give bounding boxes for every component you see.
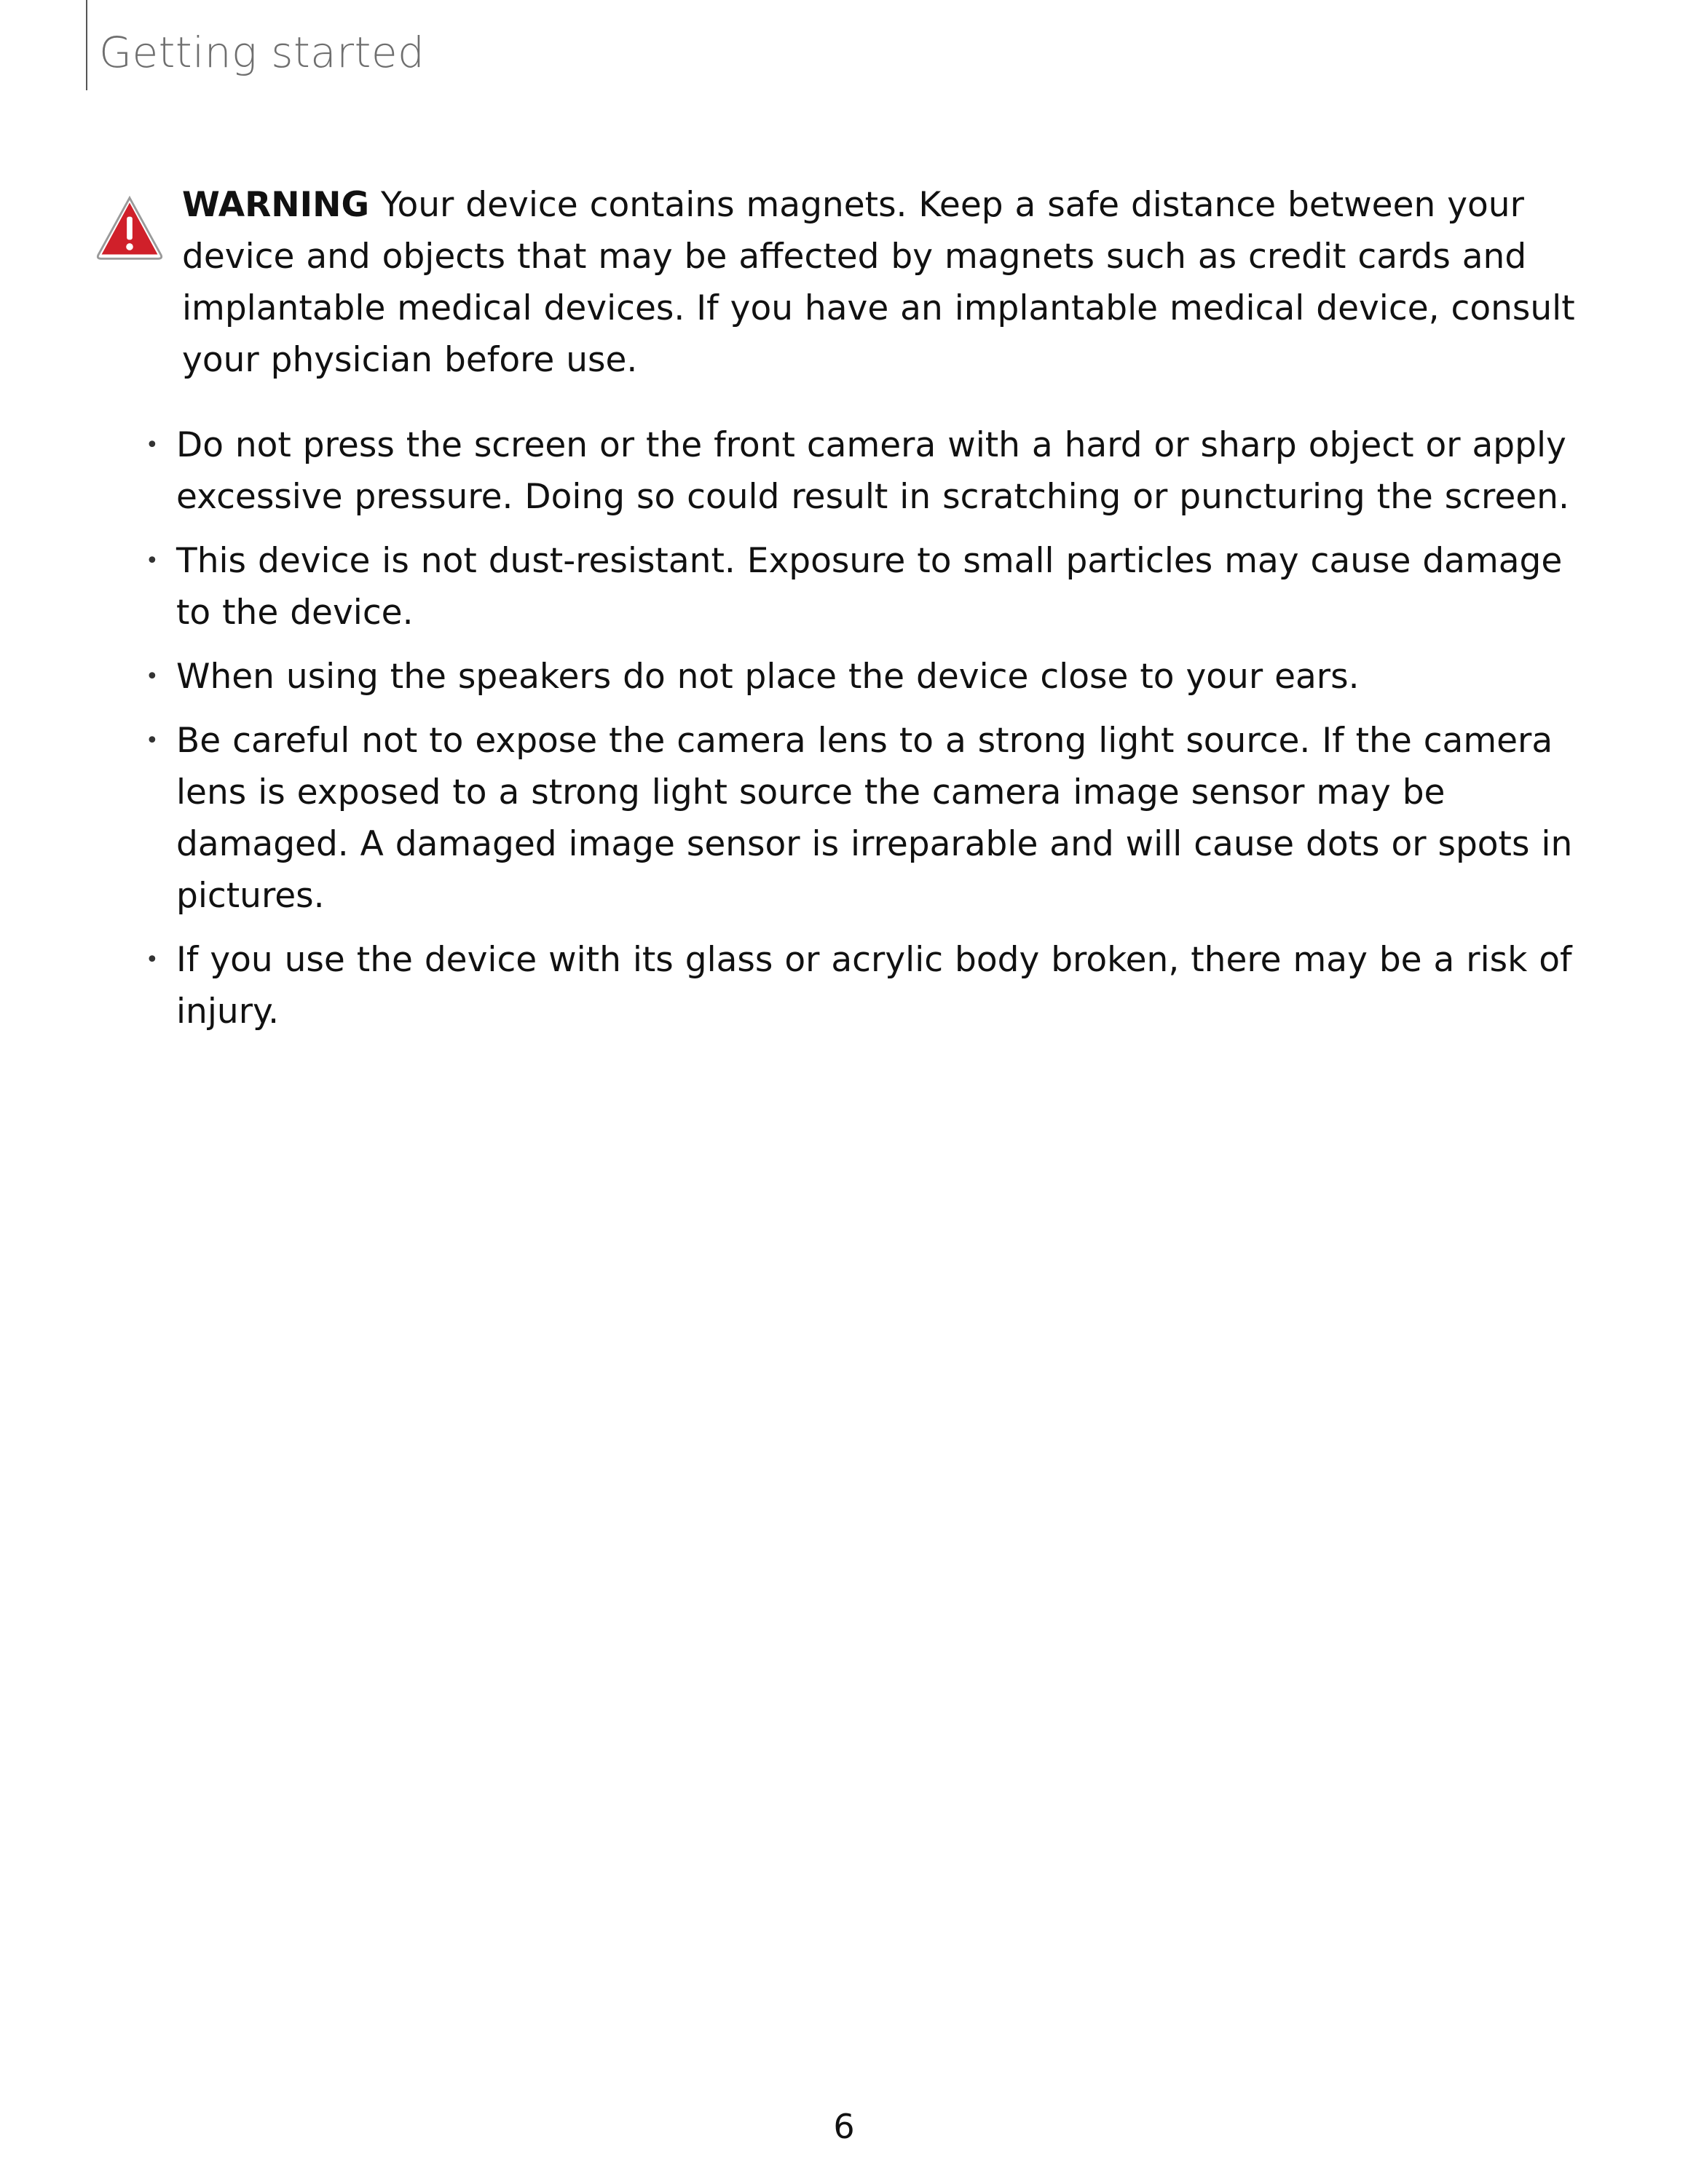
list-item [143, 419, 1606, 523]
list-item [143, 934, 1606, 1037]
bullet-list [143, 419, 1606, 1050]
warning-triangle-icon [95, 194, 165, 264]
bullet-dot: • [146, 432, 159, 458]
page-number: 6 [833, 2107, 855, 2146]
bullet-dot: • [146, 947, 159, 973]
list-item-text: Be careful not to expose the camera lens to a strong light source. If the camera lens is exposed to a strong light source the camera image sensor may be damaged. A damaged image sensor is irreparable and will cause dots or spots in pictures. [176, 721, 1573, 916]
bullet-dot: • [146, 728, 159, 753]
warning-label: WARNING [182, 185, 370, 225]
list-item-text: Do not press the screen or the front camera with a hard or sharp object or apply excessive pressure. Doing so could result in scratching or puncturing the screen. [176, 425, 1569, 517]
bullet-dot: • [146, 664, 159, 689]
header-rule [86, 0, 87, 90]
list-item [143, 715, 1606, 922]
list-item [143, 535, 1606, 638]
section-title: Getting started [99, 28, 425, 77]
list-item [143, 651, 1606, 703]
list-item-text: If you use the device with its glass or acrylic body broken, there may be a risk of injury. [176, 940, 1572, 1032]
warning-body: Your device contains magnets. Keep a safe distance between your device and objects that may be affected by magnets such as credit cards and implantable medical devices. If you have an implantable medical device, consult your physician before use. [182, 185, 1575, 380]
bullet-dot: • [146, 548, 159, 574]
warning-text [182, 179, 1609, 386]
list-item-text: When using the speakers do not place the device close to your ears. [176, 657, 1360, 697]
list-item-text: This device is not dust-resistant. Exposure to small particles may cause damage to the device. [176, 541, 1563, 633]
